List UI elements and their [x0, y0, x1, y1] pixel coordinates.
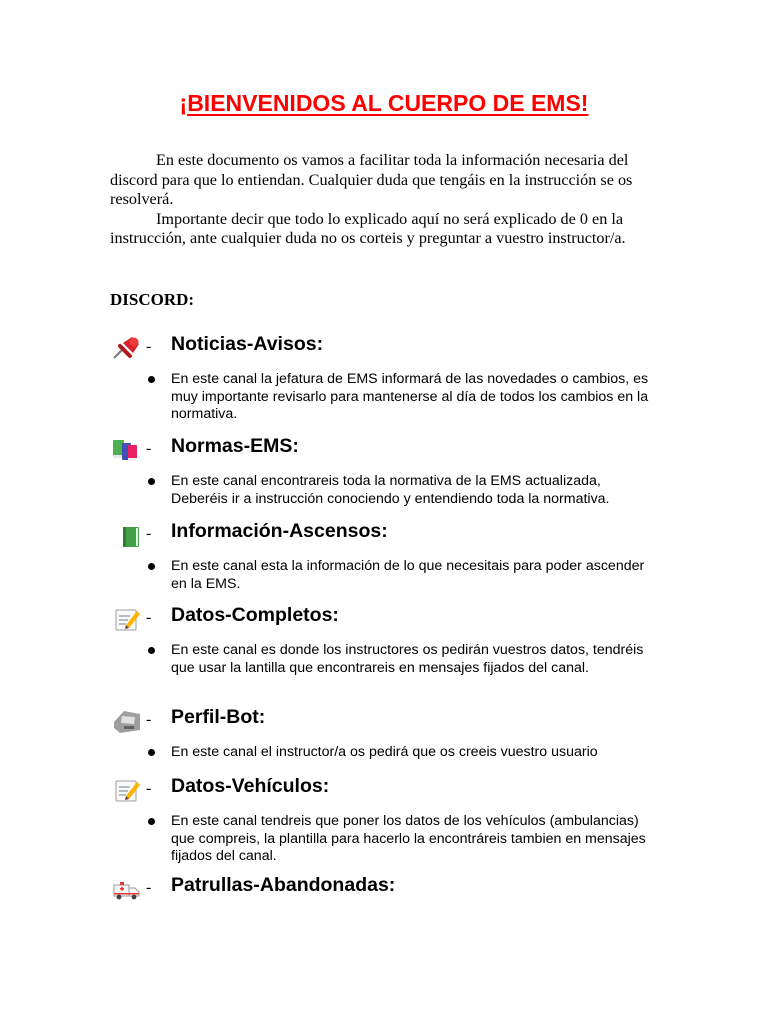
bullet-icon — [148, 376, 155, 383]
section-header — [110, 708, 670, 736]
page-title: ¡BIENVENIDOS AL CUERPO DE EMS! — [179, 90, 589, 116]
ambulance-icon — [110, 876, 142, 902]
section-perfil-bot — [110, 708, 670, 762]
section-dash: - — [146, 780, 152, 797]
section-dash: - — [146, 711, 152, 728]
section-text: En este canal la jefatura de EMS informará de las novedades o cambios, es muy importante revisarlo para mantenerse al día de todos los cambios en la normativa. — [171, 371, 649, 422]
bullet-icon — [148, 818, 155, 825]
section-bullet-item — [110, 744, 661, 762]
section-header — [110, 335, 670, 363]
section-header — [110, 777, 670, 805]
section-text: En este canal tendreis que poner los datos de los vehículos (ambulancias) que compreis, la plantilla para hacerlo la encontráreis tambien en mensajes fijados del canal. — [171, 813, 646, 864]
section-normas-ems — [110, 437, 670, 508]
section-dash: - — [146, 525, 152, 542]
section-informacion-ascensos — [110, 522, 670, 593]
books-icon — [110, 437, 142, 463]
intro-paragraph: En este documento os vamos a facilitar toda la información necesaria del discord para que lo entiendan. Cualquier duda que tengáis en la instrucción se os resolverá. — [110, 151, 633, 208]
section-dash: - — [146, 440, 152, 457]
section-datos-completos — [110, 606, 670, 677]
section-bullet-item — [110, 813, 661, 866]
section-header — [110, 522, 670, 550]
section-text: En este canal encontrareis toda la normativa de la EMS actualizada, Deberéis ir a instrucción conociendo y entendiendo toda la normativa. — [171, 473, 610, 507]
section-dash: - — [146, 879, 152, 896]
section-title: Normas-EMS: — [171, 435, 299, 457]
section-bullet-item — [110, 371, 661, 424]
section-title: Datos-Completos: — [171, 604, 339, 626]
section-title: Patrullas-Abandonadas: — [171, 874, 396, 896]
memo-icon — [110, 606, 142, 632]
section-bullet-item — [110, 473, 661, 508]
section-title: Perfil-Bot: — [171, 706, 266, 728]
section-header — [110, 606, 670, 634]
section-patrullas-abandonadas — [110, 876, 670, 904]
section-bullet-item — [110, 558, 661, 593]
section-header — [110, 437, 670, 465]
section-text: En este canal el instructor/a os pedirá que os creeis vuestro usuario — [171, 744, 598, 760]
bullet-icon — [148, 563, 155, 570]
section-noticias-avisos — [110, 335, 670, 424]
memo-icon — [110, 777, 142, 803]
pushpin-icon — [110, 335, 142, 361]
pager-icon — [110, 708, 142, 734]
section-dash: - — [146, 609, 152, 626]
section-text: En este canal es donde los instructores os pedirán vuestros datos, tendréis que usar la lantilla que encontrareis en mensajes fijados del canal. — [171, 642, 644, 676]
bullet-icon — [148, 478, 155, 485]
intro-text — [110, 151, 670, 249]
bullet-icon — [148, 647, 155, 654]
section-header — [110, 876, 670, 904]
section-title: Datos-Vehículos: — [171, 775, 330, 797]
green-book-icon — [110, 522, 142, 548]
section-title: Noticias-Avisos: — [171, 333, 324, 355]
intro-paragraph: Importante decir que todo lo explicado aquí no será explicado de 0 en la instrucción, ante cualquier duda no os corteis y preguntar a vuestro instructor/a. — [110, 209, 626, 247]
section-title: Información-Ascensos: — [171, 520, 388, 542]
section-text: En este canal esta la información de lo que necesitais para poder ascender en la EMS. — [171, 558, 645, 592]
discord-heading: DISCORD: — [110, 290, 195, 309]
section-datos-vehiculos — [110, 777, 670, 866]
section-bullet-item — [110, 642, 661, 677]
bullet-icon — [148, 749, 155, 756]
section-dash: - — [146, 338, 152, 355]
